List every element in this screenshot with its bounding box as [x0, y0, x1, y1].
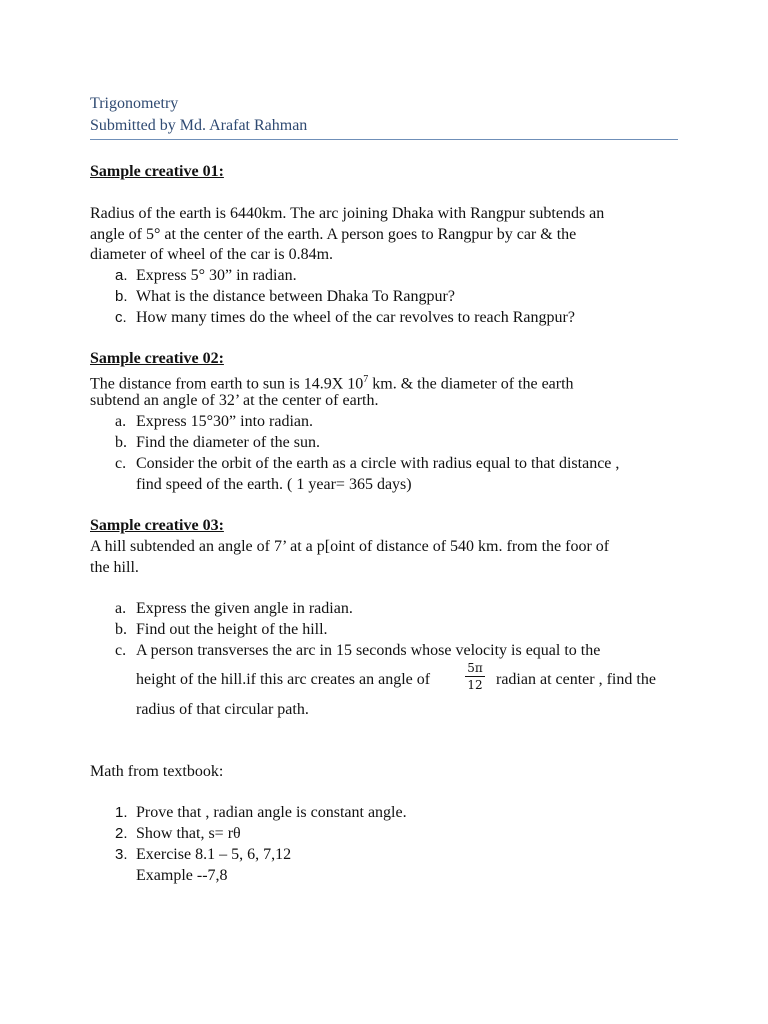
- creative1-line-3: diameter of wheel of the car is 0.84m.: [90, 246, 334, 263]
- creative2-line-1: The distance from earth to sun is 14.9X $10^7$ km. & the diameter of the earth: [90, 374, 574, 393]
- creative2-item-a-marker: a.: [115, 413, 127, 430]
- creative3-line-2: the hill.: [90, 559, 139, 576]
- document-author: Submitted by Md. Arafat Rahman: [90, 117, 308, 134]
- creative3-item-c-line2-post: radian at center , find the: [496, 671, 656, 688]
- creative3-item-a: Express the given angle in radian.: [136, 600, 353, 617]
- header-divider: [90, 139, 678, 140]
- creative2-line-2: subtend an angle of 32’ at the center of earth.: [90, 392, 379, 409]
- creative2-item-b-marker: b.: [115, 434, 127, 451]
- creative3-item-c-line2-pre: height of the hill.if this arc creates an angle of: [136, 671, 431, 688]
- creative3-line-1: A hill subtended an angle of 7’ at a p[oint of distance of 540 km. from the foor of: [90, 538, 610, 555]
- textbook-item-3-cont: Example --7,8: [136, 867, 228, 884]
- creative3-item-c: A person transverses the arc in 15 seconds whose velocity is equal to the: [136, 642, 601, 659]
- creative3-heading: Sample creative 03:: [90, 517, 224, 534]
- creative2-item-c-marker: c.: [115, 455, 127, 472]
- creative2-item-c: Consider the orbit of the earth as a circle with radius equal to that distance ,: [136, 455, 620, 472]
- creative1-item-b-marker: b.: [115, 288, 128, 305]
- textbook-item-1-marker: 1.: [115, 804, 128, 821]
- textbook-heading: Math from textbook:: [90, 763, 224, 780]
- textbook-item-1: Prove that , radian angle is constant angle.: [136, 804, 407, 821]
- creative2-item-a: Express 15°30” into radian.: [136, 413, 314, 430]
- creative1-item-a-marker: a.: [115, 267, 128, 284]
- fraction-bar: [465, 676, 485, 677]
- fraction-5pi-over-12: [462, 661, 488, 692]
- creative2-item-c-cont: find speed of the earth. ( 1 year= 365 days): [136, 476, 412, 493]
- creative3-item-a-marker: a.: [115, 600, 127, 617]
- creative1-heading: Sample creative 01:: [90, 163, 224, 180]
- textbook-item-3-marker: 3.: [115, 846, 128, 863]
- fraction-numerator: 5π: [467, 661, 483, 675]
- creative3-item-c-line3: radius of that circular path.: [136, 701, 309, 718]
- creative1-line-1: Radius of the earth is 6440km. The arc joining Dhaka with Rangpur subtends an: [90, 205, 605, 222]
- creative1-item-b: What is the distance between Dhaka To Rangpur?: [136, 288, 455, 305]
- fraction-denominator: 12: [467, 678, 483, 692]
- creative1-line-2: angle of 5° at the center of the earth. A person goes to Rangpur by car & the: [90, 226, 577, 243]
- creative3-item-c-marker: c.: [115, 642, 127, 659]
- textbook-item-2: Show that, s= rθ: [136, 825, 241, 842]
- creative2-heading: Sample creative 02:: [90, 350, 224, 367]
- textbook-item-2-marker: 2.: [115, 825, 128, 842]
- creative1-item-c: How many times do the wheel of the car revolves to reach Rangpur?: [136, 309, 575, 326]
- creative1-item-a: Express 5° 30” in radian.: [136, 267, 297, 284]
- document-title: Trigonometry: [90, 95, 179, 112]
- textbook-item-3: Exercise 8.1 – 5, 6, 7,12: [136, 846, 292, 863]
- creative3-item-b: Find out the height of the hill.: [136, 621, 328, 638]
- creative1-item-c-marker: c.: [115, 309, 127, 326]
- creative2-item-b: Find the diameter of the sun.: [136, 434, 320, 451]
- creative3-item-b-marker: b.: [115, 621, 127, 638]
